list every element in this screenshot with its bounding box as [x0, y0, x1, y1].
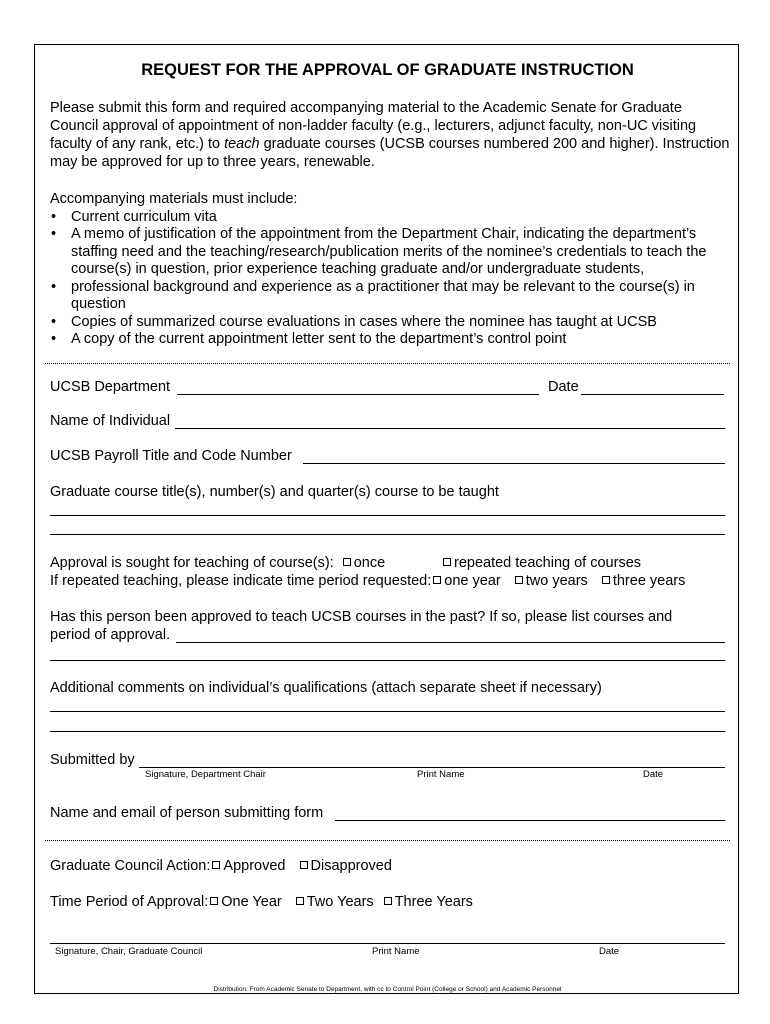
disapproved-checkbox[interactable]: [300, 858, 392, 874]
list-item: [50, 209, 730, 227]
disapproved-label: Disapproved: [310, 858, 392, 874]
approval-label: Approval is sought for teaching of course(s):: [50, 555, 334, 571]
section-divider: [45, 363, 730, 364]
intro-text-1: Please submit this form and required accompanying material to the Academic Senate for Graduate Council approval of appointment of non-ladder faculty (e.g., lecturers, adjunct faculty, non-UC visiting faculty of any rank, etc.) to: [50, 100, 697, 152]
list-item: [50, 279, 730, 314]
past-question-2: period of approval.: [50, 627, 171, 643]
date-input[interactable]: [581, 394, 724, 395]
past-input-line[interactable]: [176, 642, 725, 643]
submitter-label: Name and email of person submitting form: [50, 805, 324, 821]
courses-input-line[interactable]: [50, 534, 725, 535]
bullet-icon: •: [51, 331, 57, 347]
section-divider: [45, 840, 730, 841]
checkbox-icon: [212, 861, 220, 869]
council-three-years-label: Three Years: [394, 894, 473, 910]
payroll-label: UCSB Payroll Title and Code Number: [50, 448, 292, 464]
department-input[interactable]: [177, 394, 539, 395]
submitted-signature-line[interactable]: [139, 767, 725, 768]
intro-text-2: graduate courses (UCSB courses numbered 200 and higher). Instruction may be approved for up to three years, renewable.: [50, 136, 730, 170]
name-label: Name of Individual: [50, 413, 171, 429]
council-period-label: Time Period of Approval:: [50, 894, 209, 910]
checkbox-icon: [300, 861, 308, 869]
approved-checkbox[interactable]: [210, 858, 285, 874]
courses-label: Graduate course title(s), number(s) and quarter(s) course to be taught: [50, 484, 499, 500]
three-years-checkbox[interactable]: [602, 573, 686, 589]
approved-label: Approved: [223, 858, 286, 874]
council-two-years-label: Two Years: [306, 894, 374, 910]
list-item: [50, 226, 730, 279]
checkbox-icon: [343, 558, 351, 566]
materials-list: [50, 209, 730, 349]
council-one-year-checkbox[interactable]: [208, 894, 281, 910]
council-print-name-caption: Print Name: [372, 946, 420, 957]
council-sig-caption: Signature, Chair, Graduate Council: [55, 946, 203, 957]
one-year-label: one year: [444, 573, 501, 589]
courses-input-line[interactable]: [50, 515, 725, 516]
period-row: [50, 572, 685, 590]
submitted-label: Submitted by: [50, 752, 135, 768]
list-item-text: A copy of the current appointment letter sent to the department’s control point: [71, 331, 567, 347]
date-caption: Date: [643, 769, 664, 780]
three-years-label: three years: [612, 573, 686, 589]
list-item-text: Copies of summarized course evaluations in cases where the nominee has taught at UCSB: [71, 313, 657, 330]
materials-section: [50, 191, 730, 349]
materials-lead: Accompanying materials must include:: [50, 191, 298, 207]
once-label: once: [353, 555, 386, 571]
bullet-icon: •: [51, 208, 57, 225]
bullet-icon: •: [51, 278, 57, 295]
name-input[interactable]: [175, 428, 725, 429]
distribution-note: Distribution: From Academic Senate to Department, with cc to Control Point (College or School) and Academic Personnel: [213, 986, 562, 993]
council-date-caption: Date: [599, 946, 620, 957]
repeated-checkbox[interactable]: [443, 554, 641, 572]
checkbox-icon: [515, 576, 523, 584]
checkbox-icon: [602, 576, 610, 584]
form-page: [34, 44, 739, 994]
comments-label: Additional comments on individual’s qualifications (attach separate sheet if necessary): [50, 680, 602, 696]
checkbox-icon: [296, 897, 304, 905]
council-action-row: [50, 857, 392, 875]
checkbox-icon: [384, 897, 392, 905]
past-input-line[interactable]: [50, 660, 725, 661]
checkbox-icon: [433, 576, 441, 584]
sig-chair-caption: Signature, Department Chair: [145, 769, 266, 780]
submitter-input[interactable]: [335, 820, 725, 821]
bullet-icon: •: [51, 313, 57, 330]
two-years-label: two years: [525, 573, 588, 589]
period-label: If repeated teaching, please indicate time period requested:: [50, 573, 432, 589]
list-item: [50, 331, 730, 349]
past-question-1: Has this person been approved to teach UCSB courses in the past? If so, please list courses and: [50, 609, 673, 625]
list-item-text: professional background and experience as a practitioner that may be relevant to the course(s) in question: [71, 278, 695, 312]
comments-input-line[interactable]: [50, 711, 725, 712]
intro-paragraph: [50, 99, 730, 171]
council-period-row: [50, 893, 473, 911]
checkbox-icon: [210, 897, 218, 905]
council-two-years-checkbox[interactable]: [296, 894, 374, 910]
comments-input-line[interactable]: [50, 731, 725, 732]
checkbox-icon: [443, 558, 451, 566]
once-checkbox[interactable]: [343, 555, 385, 571]
date-label: Date: [548, 379, 579, 395]
intro-emphasis: teach: [224, 136, 260, 152]
council-action-label: Graduate Council Action:: [50, 858, 211, 874]
payroll-input[interactable]: [303, 463, 725, 464]
repeated-label: repeated teaching of courses: [454, 555, 642, 571]
list-item: [50, 314, 730, 332]
council-one-year-label: One Year: [221, 894, 282, 910]
print-name-caption: Print Name: [417, 769, 465, 780]
bullet-icon: •: [51, 226, 57, 242]
list-item-text: A memo of justification of the appointment from the Department Chair, indicating the department’s staffing need and the teaching/research/publication merits of the nominee’s credentials to teach the course(s) in question, prior experience teaching graduate and/or undergraduate students,: [71, 226, 707, 277]
department-label: UCSB Department: [50, 379, 171, 395]
approval-row: [50, 554, 385, 572]
council-signature-line[interactable]: [50, 943, 725, 944]
form-title: REQUEST FOR THE APPROVAL OF GRADUATE INSTRUCTION: [141, 61, 634, 79]
council-three-years-checkbox[interactable]: [384, 894, 473, 910]
one-year-checkbox[interactable]: [431, 573, 500, 589]
list-item-text: Current curriculum vita: [71, 208, 217, 225]
two-years-checkbox[interactable]: [515, 573, 588, 589]
